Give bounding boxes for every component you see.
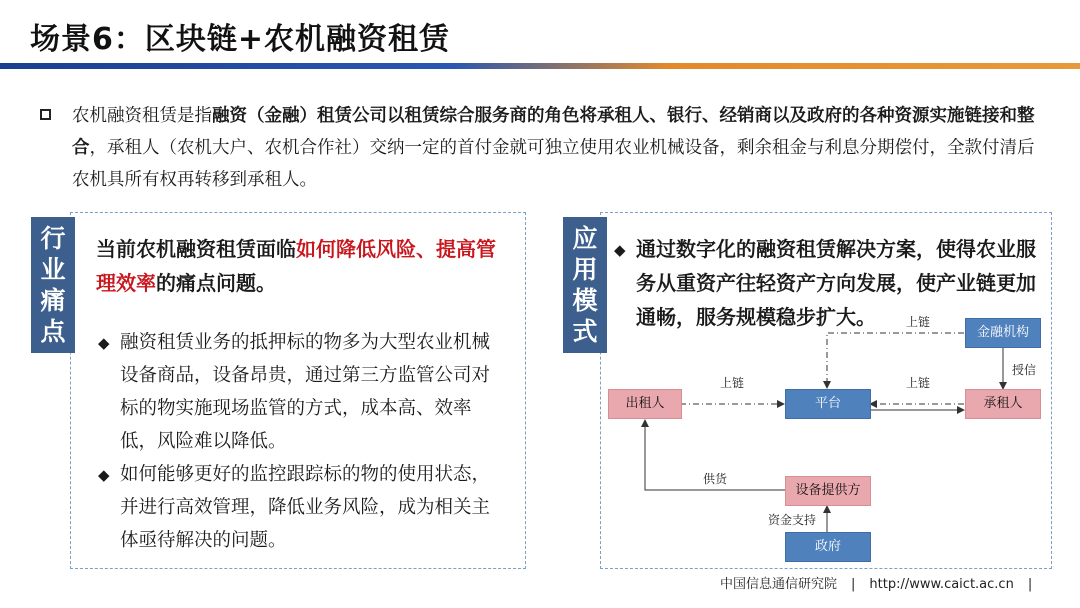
platform-node: 平台	[785, 389, 871, 419]
link-label: 上链	[906, 315, 931, 329]
government-node: 政府	[785, 532, 871, 562]
page-title: 场景6：区块链+农机融资租赁	[30, 22, 451, 57]
credit-label: 授信	[1012, 363, 1037, 377]
supply-label: 供货	[703, 472, 728, 486]
footer-org: 中国信息通信研究院	[720, 577, 838, 592]
footer-separator: |	[1027, 577, 1033, 592]
tag-char: 用	[572, 255, 598, 284]
tag-char: 应	[572, 224, 598, 253]
tag-char: 模	[572, 286, 598, 315]
heading-text: 通过数字化的融资租赁解决方案，使得农业服务从重资产往轻资产方向发展，使产业链更加通畅，服务规模稳步扩大。	[636, 237, 1036, 329]
tag-char: 业	[40, 255, 66, 284]
heading-text: 当前农机融资租赁面临	[96, 237, 296, 261]
arrow-financial-platform	[827, 333, 964, 388]
intro-text-1: 农机融资租赁是指	[72, 106, 212, 126]
heading-text-end: 的痛点问题。	[156, 271, 276, 295]
link-label: 上链	[720, 376, 745, 390]
equipment-supplier-node: 设备提供方	[785, 476, 871, 506]
tag-char: 式	[572, 317, 598, 346]
list-item-text: 如何能够更好的监控跟踪标的物的使用状态，并进行高效管理，降低业务风险，成为相关主体亟待解决的问题。	[120, 464, 491, 551]
tag-char: 行	[40, 224, 66, 253]
diamond-bullet-icon: ◆	[98, 466, 110, 484]
intro-text-2: ，承租人（农机大户、农机合作社）交纳一定的首付金就可独立使用农业机械设备，剩余租金与利息分期偿付，全款付清后农机具所有权再转移到承租人。	[72, 138, 1035, 190]
lessor-node: 出租人	[608, 389, 682, 419]
intro-text-bold: 融资（金融）租赁公司以租赁综合服务商的角色将承租人、银行、经销商以及政府的各种资源实施链接和整合	[72, 106, 1035, 158]
footer	[720, 573, 1046, 592]
footer-separator: |	[851, 577, 856, 592]
link-label: 上链	[906, 376, 931, 390]
lessee-node: 承租人	[965, 389, 1041, 419]
tag-char: 点	[40, 317, 66, 346]
funding-label: 资金支持	[768, 513, 817, 527]
diamond-bullet-icon: ◆	[98, 334, 110, 352]
tag-char: 痛	[40, 286, 66, 315]
heading-highlight: 如何降低风险、提高管理效率	[96, 237, 496, 295]
list-item-text: 融资租赁业务的抵押标的物多为大型农业机械设备商品，设备昂贵，通过第三方监管公司对标的物实施现场监管的方式，成本高、效率低，风险难以降低。	[120, 332, 491, 452]
financial-institution-node: 金融机构	[965, 318, 1041, 348]
footer-url: http://www.caict.ac.cn	[869, 577, 1014, 592]
diamond-bullet-icon: ◆	[614, 241, 626, 259]
